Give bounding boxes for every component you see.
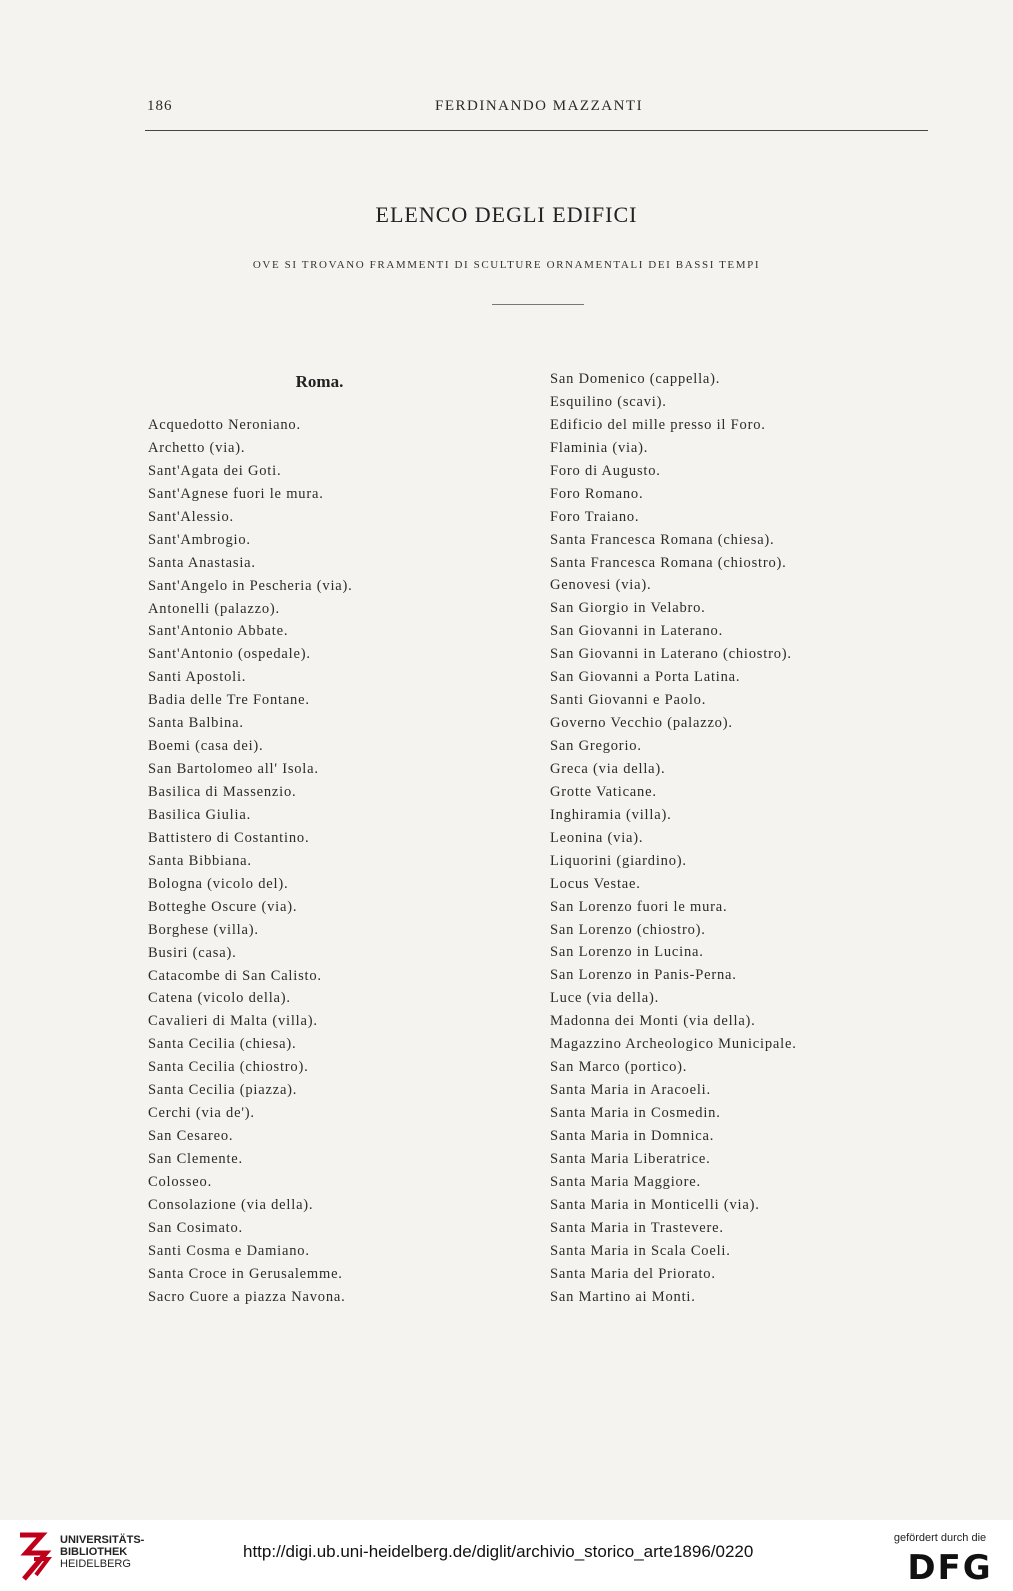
header-rule — [145, 130, 928, 131]
building-list-left — [148, 414, 353, 1309]
list-item: Locus Vestae. — [550, 875, 641, 892]
list-item: Grotte Vaticane. — [550, 783, 657, 800]
list-item: San Giovanni a Porta Latina. — [550, 669, 741, 686]
list-item: Santa Balbina. — [148, 715, 244, 732]
list-item: San Clemente. — [148, 1151, 243, 1167]
list-item: Santa Maria in Monticelli (via). — [550, 1196, 760, 1213]
list-item: San Marco (portico). — [550, 1059, 688, 1076]
list-item: Santa Maria in Cosmedin. — [550, 1105, 721, 1121]
list-item: Genovesi (via). — [550, 577, 652, 594]
list-item: Santa Bibbiana. — [148, 852, 252, 869]
list-item: Santa Maria Liberatrice. — [550, 1150, 711, 1167]
list-item: San Martino ai Monti. — [550, 1288, 696, 1305]
list-item: Botteghe Oscure (via). — [148, 898, 298, 915]
list-item: Greca (via della). — [550, 760, 666, 777]
list-item: Foro di Augusto. — [550, 462, 661, 479]
list-item: Governo Vecchio (palazzo). — [550, 715, 733, 732]
list-item: Sacro Cuore a piazza Navona. — [148, 1288, 346, 1305]
list-item: Boemi (casa dei). — [148, 738, 264, 755]
list-item: Busiri (casa). — [148, 944, 237, 961]
list-item: Sant'Ambrogio. — [148, 531, 251, 548]
list-item: San Domenico (cappella). — [550, 371, 721, 387]
list-item: Magazzino Archeologico Municipale. — [550, 1036, 797, 1053]
list-item: Colosseo. — [148, 1173, 212, 1190]
list-item: Santa Cecilia (chiesa). — [148, 1036, 297, 1053]
list-item: Sant'Antonio Abbate. — [148, 623, 289, 640]
list-item: Flaminia (via). — [550, 439, 649, 456]
list-item: Foro Romano. — [550, 485, 644, 502]
list-item: Edificio del mille presso il Foro. — [550, 416, 766, 433]
list-item: Santi Apostoli. — [148, 669, 247, 686]
list-item: San Lorenzo in Panis-Perna. — [550, 967, 737, 984]
list-item: Santa Cecilia (chiostro). — [148, 1059, 309, 1076]
list-item: San Giovanni in Laterano (chiostro). — [550, 646, 792, 663]
list-item: Santa Maria in Aracoeli. — [550, 1082, 711, 1099]
library-line: BIBLIOTHEK — [60, 1546, 128, 1558]
library-line: UNIVERSITÄTS- — [60, 1534, 145, 1546]
list-item: San Cesareo. — [148, 1128, 234, 1145]
list-item: Inghiramia (villa). — [550, 806, 672, 823]
list-item: Catena (vicolo della). — [148, 990, 291, 1007]
list-item: Borghese (villa). — [148, 921, 259, 938]
funding-label: gefördert durch die — [893, 1532, 987, 1544]
list-item: Esquilino (scavi). — [550, 393, 667, 410]
section-heading-roma: Roma. — [295, 372, 344, 391]
list-item: Badia delle Tre Fontane. — [148, 692, 310, 709]
list-item: Santa Francesca Romana (chiesa). — [550, 531, 775, 548]
list-item: Sant'Alessio. — [148, 508, 234, 525]
running-title: FERDINANDO MAZZANTI — [435, 98, 644, 114]
list-item: Cerchi (via de'). — [148, 1105, 255, 1122]
digital-copy-link[interactable]: http://digi.ub.uni-heidelberg.de/diglit/archivio_storico_arte1896/0220 — [243, 1542, 754, 1561]
list-item: Madonna dei Monti (via della). — [550, 1013, 756, 1030]
list-item: Santa Maria in Scala Coeli. — [550, 1242, 731, 1259]
list-item: San Bartolomeo all' Isola. — [148, 761, 319, 778]
list-item: Santa Croce in Gerusalemme. — [148, 1265, 343, 1282]
list-item: Foro Traiano. — [550, 508, 640, 525]
page-title: ELENCO DEGLI EDIFICI — [375, 202, 638, 227]
dfg-logo: DFG — [907, 1548, 993, 1588]
library-line: HEIDELBERG — [60, 1558, 131, 1570]
list-item: Acquedotto Neroniano. — [148, 417, 301, 433]
list-item: Catacombe di San Calisto. — [148, 967, 322, 984]
list-item: Cavalieri di Malta (villa). — [148, 1013, 318, 1030]
list-item: San Gregorio. — [550, 738, 642, 754]
list-item: Antonelli (palazzo). — [148, 600, 280, 617]
list-item: Consolazione (via della). — [148, 1196, 314, 1213]
list-item: Santa Maria Maggiore. — [550, 1173, 701, 1190]
library-name — [60, 1534, 144, 1570]
list-item: Santa Maria in Trastevere. — [550, 1219, 724, 1236]
list-item: Santi Giovanni e Paolo. — [550, 692, 707, 709]
title-divider — [492, 304, 584, 305]
list-item: San Giorgio in Velabro. — [550, 600, 706, 617]
list-item: San Lorenzo in Lucina. — [550, 944, 704, 961]
list-item: Santi Cosma e Damiano. — [148, 1242, 310, 1259]
list-item: Santa Anastasia. — [148, 554, 256, 571]
list-item: Sant'Antonio (ospedale). — [148, 646, 311, 663]
list-item: Bologna (vicolo del). — [148, 875, 289, 892]
list-item: Sant'Agnese fuori le mura. — [148, 485, 324, 502]
list-item: San Giovanni in Laterano. — [550, 623, 724, 640]
list-item: Basilica di Massenzio. — [148, 784, 297, 800]
list-item: Liquorini (giardino). — [550, 852, 687, 869]
building-list-right — [550, 368, 797, 1308]
list-item: Battistero di Costantino. — [148, 829, 310, 846]
list-item: Sant'Angelo in Pescheria (via). — [148, 577, 353, 594]
list-item: Santa Francesca Romana (chiostro). — [550, 554, 787, 571]
list-item: Luce (via della). — [550, 990, 660, 1007]
list-item: San Cosimato. — [148, 1219, 243, 1236]
list-item: Archetto (via). — [148, 439, 246, 456]
list-item: Basilica Giulia. — [148, 806, 251, 823]
page-subtitle: OVE SI TROVANO FRAMMENTI DI SCULTURE ORNAMENTALI DEI BASSI TEMPI — [252, 259, 761, 271]
page-number: 186 — [147, 98, 173, 114]
list-item: Sant'Agata dei Goti. — [148, 462, 282, 479]
list-item: Santa Cecilia (piazza). — [148, 1082, 298, 1099]
list-item: Leonina (via). — [550, 829, 644, 846]
list-item: Santa Maria del Priorato. — [550, 1265, 716, 1282]
list-item: Santa Maria in Domnica. — [550, 1127, 715, 1144]
university-library-logo-icon — [12, 1529, 56, 1585]
list-item: San Lorenzo (chiostro). — [550, 921, 706, 938]
list-item: San Lorenzo fuori le mura. — [550, 898, 728, 915]
digitization-footer — [0, 1520, 1013, 1591]
